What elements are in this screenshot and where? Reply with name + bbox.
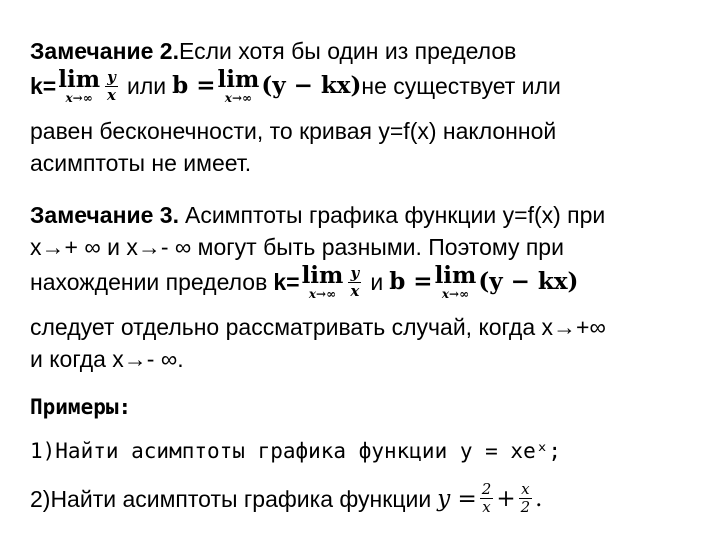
formula-fraction-2 — [519, 482, 533, 515]
formula-end: . — [535, 485, 543, 512]
remark3-b-eq: b = — [389, 268, 433, 295]
lim-symbol: lim — [217, 66, 260, 93]
lim-symbol: lim — [301, 262, 344, 289]
fraction-numerator: y — [350, 263, 360, 282]
remark2-line4: асимптоты не имеет. — [30, 150, 252, 176]
remark3-k-limit — [300, 264, 365, 300]
formula-y: y = — [437, 485, 477, 512]
remark3-title: Замечание 3. — [30, 202, 179, 228]
remark2-not-exist: не существует или — [361, 73, 561, 99]
remark3-lim-2 — [435, 264, 477, 300]
lim-symbol: lim — [434, 262, 477, 289]
remark2-fraction — [105, 67, 118, 104]
remark3-lim-1 — [302, 264, 344, 300]
remark2-k-eq: k= — [30, 73, 57, 99]
remark2-or: или — [127, 73, 167, 99]
remark2-line2 — [30, 68, 561, 104]
fraction-denominator: x — [482, 498, 491, 516]
formula-plus: + — [496, 485, 516, 512]
fraction-denominator: 2 — [520, 498, 531, 516]
remark3-and: и — [370, 269, 384, 295]
remark2-b-eq: b = — [172, 72, 216, 99]
fraction-denominator: x — [350, 281, 360, 300]
lim-subscript: x→∞ — [224, 91, 253, 105]
fraction-numerator: 2 — [481, 480, 492, 498]
remark3-line5: и когда x→- ∞. — [30, 346, 184, 372]
example-1: 1)Найти асимптоты графика функции y = xeˣ; — [30, 439, 562, 463]
remark3-line2: x→+ ∞ и x→- ∞ могут быть разными. Поэтому при — [30, 234, 564, 260]
remark2-b-limit — [172, 68, 361, 104]
fraction-numerator: x — [521, 480, 530, 498]
remark3-k-eq: k= — [273, 269, 300, 295]
lim-subscript: x→∞ — [308, 287, 337, 301]
remark2-k-limit — [56, 68, 121, 104]
fraction-numerator: y — [107, 67, 116, 86]
lim-symbol: lim — [58, 66, 101, 93]
remark3-text1: Асимптоты графика функции y=f(x) при — [184, 202, 606, 228]
remark3-b-tail: (y − kx) — [478, 268, 579, 295]
remark3-text3: нахождении пределов — [30, 269, 268, 295]
remark2-line3: равен бесконечности, то кривая y=f(x) наклонной — [30, 118, 557, 144]
remark3-line3 — [30, 264, 578, 300]
remark2-b-tail: (y − kx) — [261, 72, 362, 99]
example-2-formula — [437, 482, 542, 515]
fraction-denominator: x — [107, 85, 116, 104]
remark3-fraction — [348, 263, 361, 300]
remark3-line1 — [30, 200, 605, 230]
remark2-lim-1 — [58, 68, 100, 104]
example-2-text: 2)Найти асимптоты графика функции — [30, 485, 432, 512]
remark3-b-limit — [389, 264, 578, 300]
lim-subscript: x→∞ — [441, 287, 470, 301]
formula-fraction-1 — [480, 482, 494, 515]
examples-heading: Примеры: — [30, 395, 132, 419]
example-2 — [30, 482, 542, 515]
remark2-intro: Если хотя бы один из пределов — [178, 38, 517, 64]
remark2-line1 — [30, 36, 516, 66]
remark3-line4: следует отдельно рассматривать случай, когда x→+∞ — [30, 314, 606, 340]
remark2-title: Замечание 2. — [30, 38, 179, 64]
lim-subscript: x→∞ — [65, 91, 93, 105]
remark2-lim-2 — [218, 68, 260, 104]
